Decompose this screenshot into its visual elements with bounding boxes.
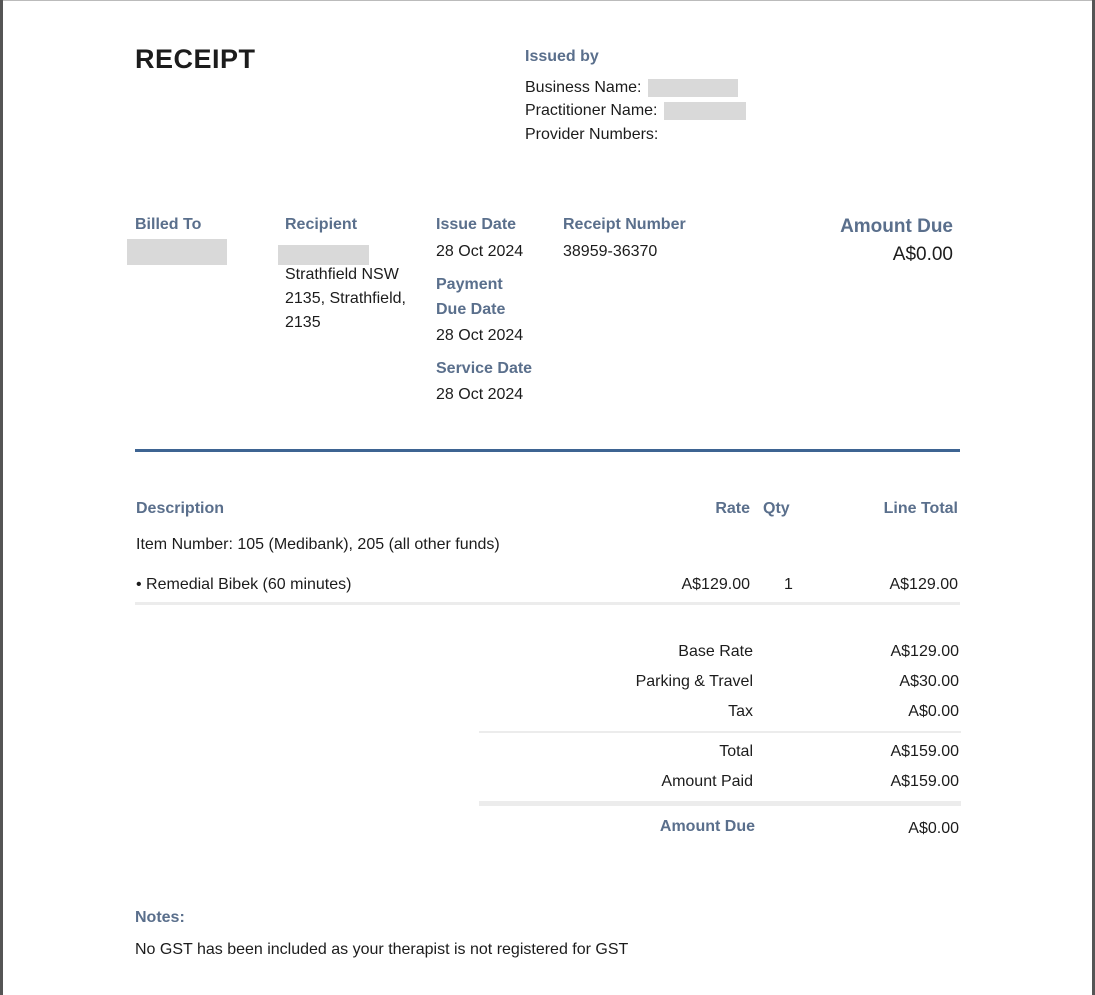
rate-header: Rate <box>715 500 750 517</box>
row-separator <box>135 602 960 605</box>
receipt-number-label: Receipt Number <box>563 216 686 233</box>
section-divider <box>135 449 960 452</box>
receipt-number-value: 38959-36370 <box>563 243 658 260</box>
notes-text: No GST has been included as your therapist is not registered for GST <box>135 941 629 958</box>
service-date-label: Service Date <box>436 360 533 377</box>
amount-due-header-label: Amount Due <box>840 216 953 237</box>
amount-due-header-value: A$0.00 <box>892 244 953 265</box>
total-value: A$159.00 <box>890 743 959 760</box>
parking-travel-value: A$30.00 <box>899 673 959 690</box>
total-label: Total <box>719 743 753 760</box>
page-edge-left <box>0 0 3 995</box>
service-date-value: 28 Oct 2024 <box>436 386 524 403</box>
provider-numbers-label: Provider Numbers: <box>525 126 659 143</box>
recipient-address-2: 2135, Strathfield, <box>285 290 406 307</box>
base-rate-value: A$129.00 <box>890 643 959 660</box>
notes-label: Notes: <box>135 909 185 926</box>
payment-due-label-line2: Due Date <box>436 301 506 318</box>
tax-label: Tax <box>728 703 753 720</box>
base-rate-label: Base Rate <box>678 643 753 660</box>
redacted-billed-to <box>127 239 227 265</box>
issue-date-value: 28 Oct 2024 <box>436 243 524 260</box>
practitioner-name-label: Practitioner Name: <box>525 102 658 120</box>
qty-header: Qty <box>763 500 790 517</box>
business-name-label: Business Name: <box>525 79 642 97</box>
issued-by-label: Issued by <box>525 48 599 65</box>
row-description: • Remedial Bibek (60 minutes) <box>136 576 352 593</box>
billed-to-label: Billed To <box>135 216 202 233</box>
amount-paid-label: Amount Paid <box>661 773 753 790</box>
row-rate: A$129.00 <box>681 576 750 593</box>
parking-travel-label: Parking & Travel <box>635 673 753 690</box>
page-edge-top <box>0 0 1095 1</box>
business-name-line <box>525 79 738 97</box>
recipient-address-1: Strathfield NSW <box>285 266 399 283</box>
issue-date-label: Issue Date <box>436 216 517 233</box>
receipt-title: RECEIPT <box>135 44 256 74</box>
recipient-address-3: 2135 <box>285 314 321 331</box>
line-total-header: Line Total <box>883 500 958 517</box>
description-header: Description <box>136 500 225 517</box>
amount-due-footer-value: A$0.00 <box>908 820 959 837</box>
item-number-text: Item Number: 105 (Medibank), 205 (all other funds) <box>136 536 500 553</box>
payment-due-label-line1: Payment <box>436 276 503 293</box>
payment-due-date-value: 28 Oct 2024 <box>436 327 524 344</box>
totals-separator <box>479 731 961 733</box>
amount-due-separator <box>479 801 961 806</box>
practitioner-name-line <box>525 102 746 120</box>
amount-paid-value: A$159.00 <box>890 773 959 790</box>
redacted-practitioner-name <box>664 102 746 120</box>
tax-value: A$0.00 <box>908 703 959 720</box>
recipient-label: Recipient <box>285 216 358 233</box>
row-line-total: A$129.00 <box>889 576 958 593</box>
redacted-business-name <box>648 79 738 97</box>
redacted-recipient-name <box>278 245 369 265</box>
amount-due-footer-label: Amount Due <box>659 818 755 835</box>
row-qty: 1 <box>784 576 793 593</box>
